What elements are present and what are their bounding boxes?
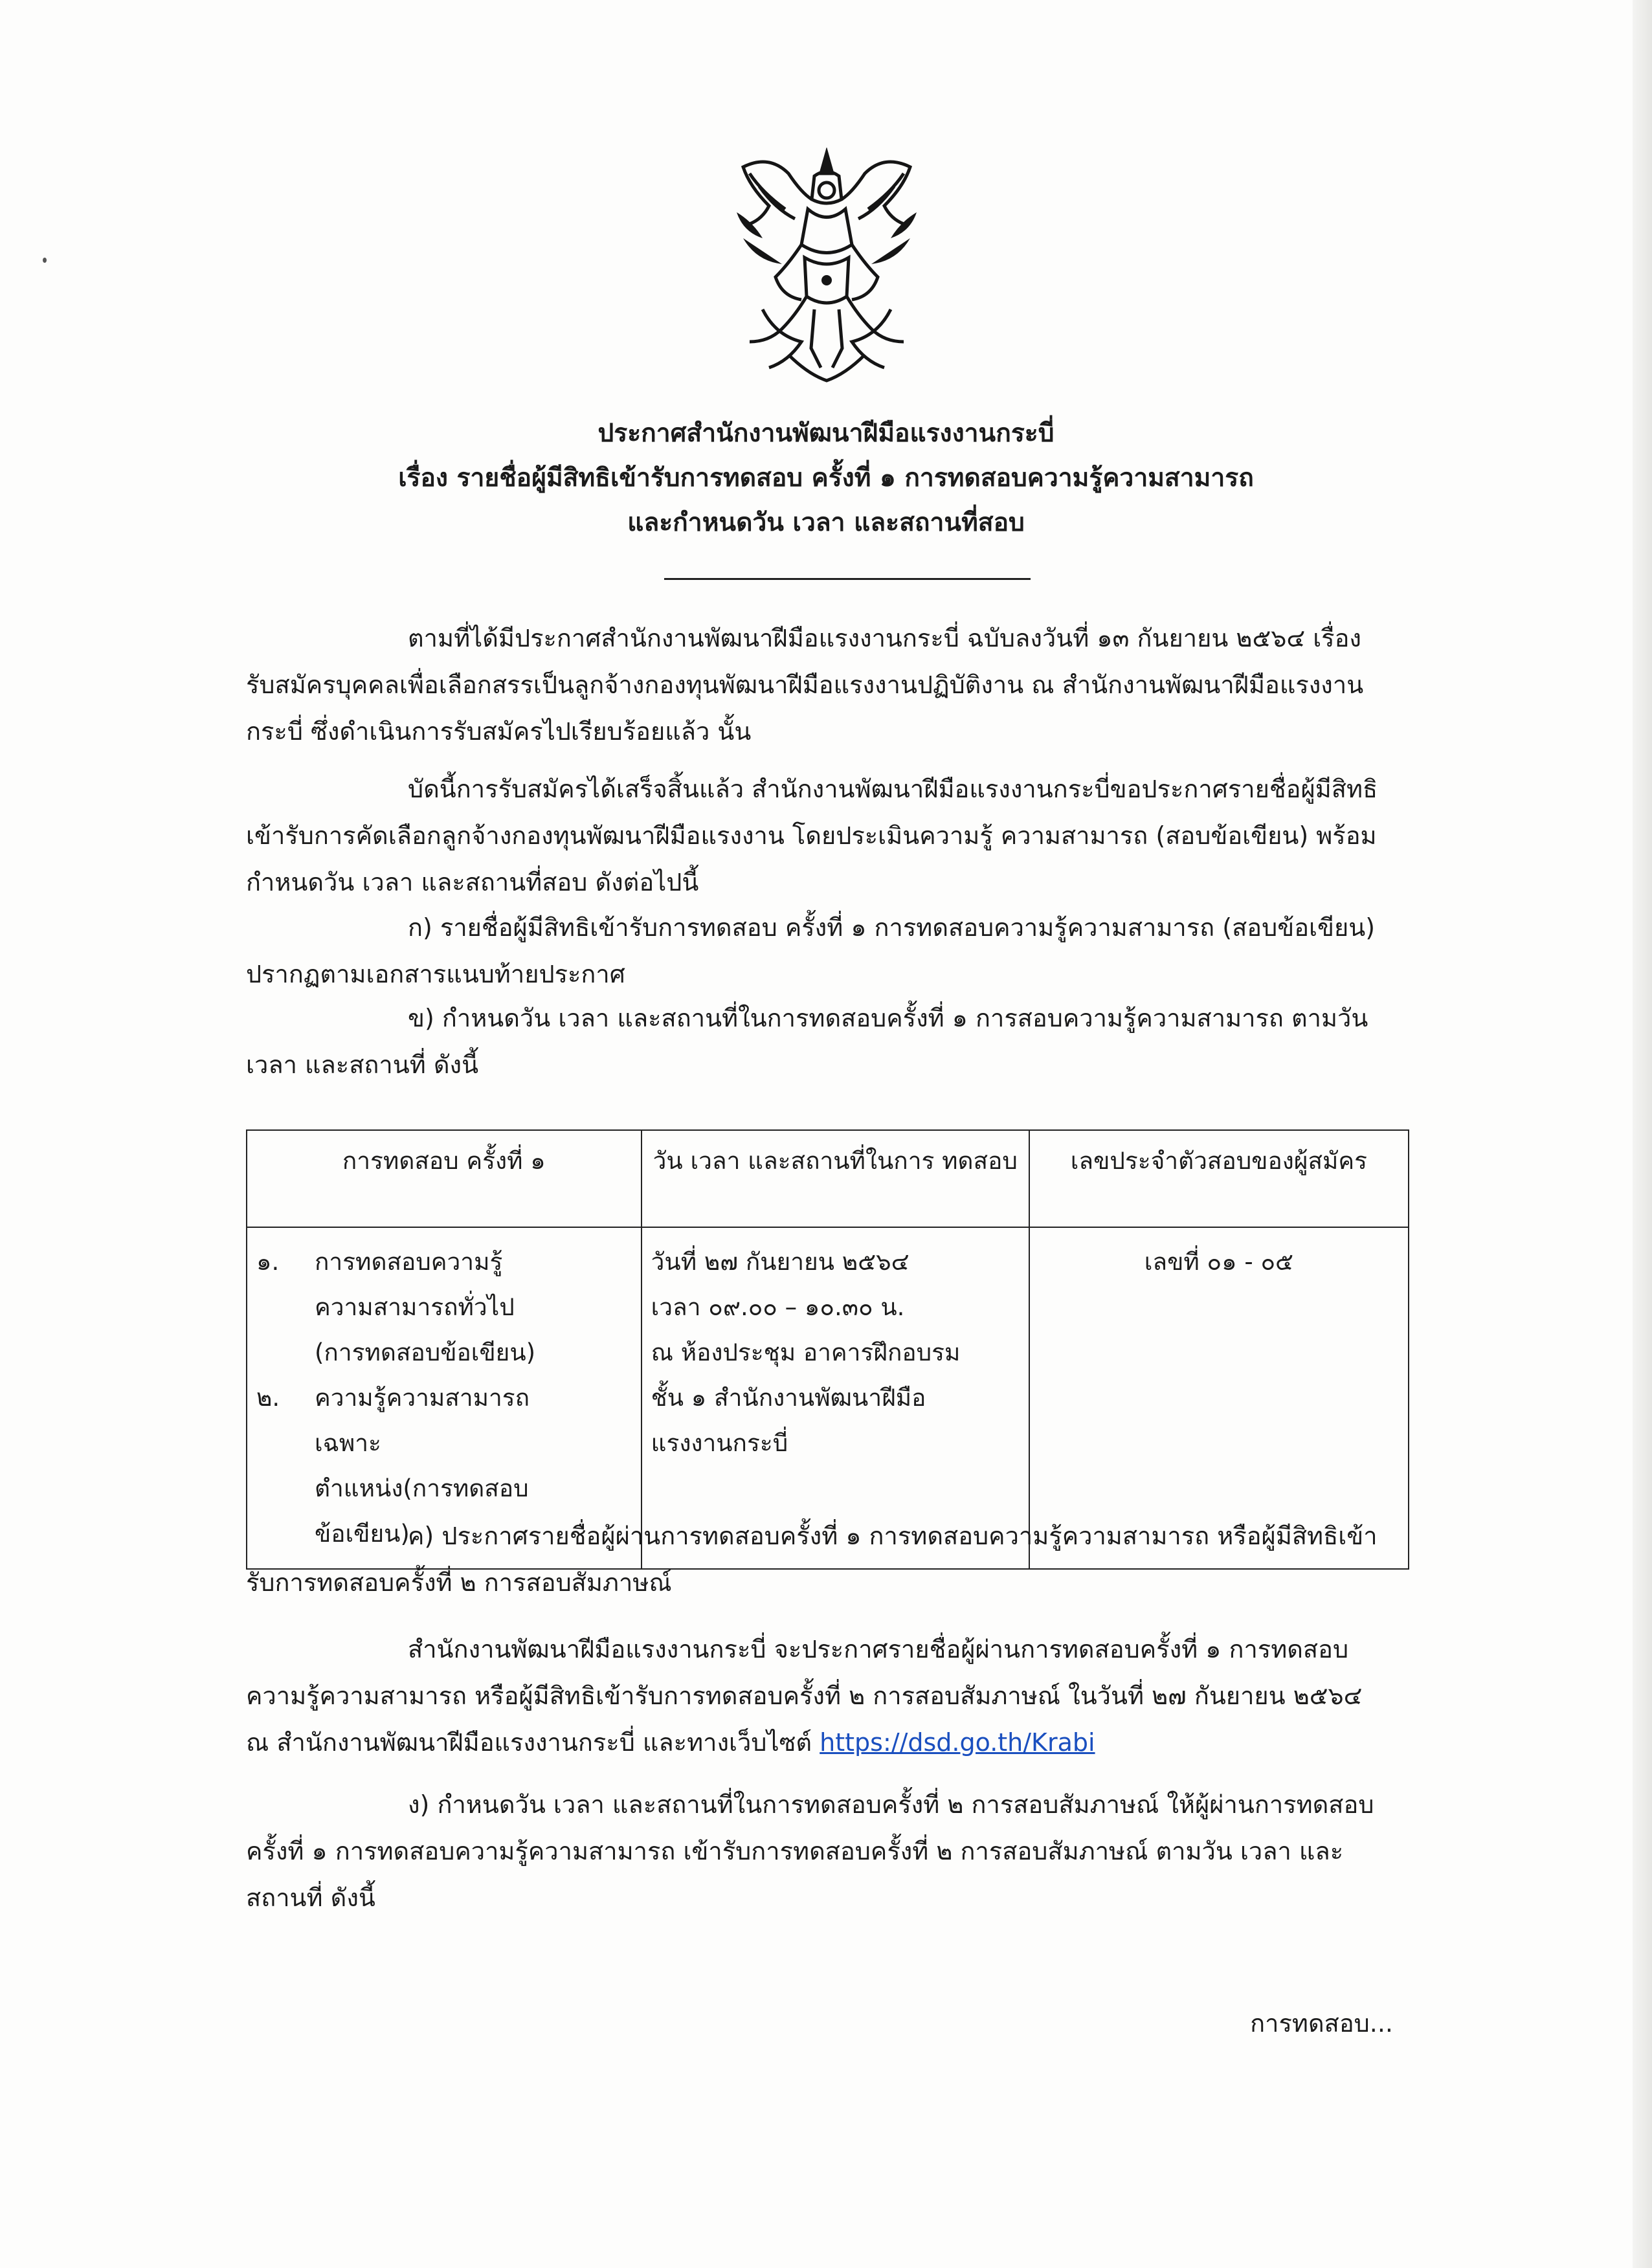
paragraph-line: ค) ประกาศรายชื่อผู้ผ่านการทดสอบครั้งที่ ๑ การทดสอบความรู้ความสามารถ หรือผู้มีสิทธิเข้า [408,1522,1378,1550]
paragraph-line: ตามที่ได้มีประกาศสำนักงานพัฒนาฝีมือแรงงานกระบี่ ฉบับลงวันที่ ๑๓ กันยายน ๒๕๖๔ เรื่อง [408,624,1361,652]
table-header-cell: วัน เวลา และสถานที่ในการ ทดสอบ [642,1130,1029,1227]
announcement-subject: เรื่อง รายชื่อผู้มีสิทธิเข้ารับการทดสอบ ครั้งที่ ๑ การทดสอบความรู้ความสามารถ [398,463,1254,493]
paragraph-line [246,1719,1411,1766]
announcement-title: ประกาศสำนักงานพัฒนาฝีมือแรงงานกระบี่ [597,419,1055,448]
scan-speck [43,258,47,263]
test-item-line: ความรู้ความสามารถเฉพาะ [315,1384,530,1457]
test-item [256,1240,632,1375]
item-a [246,904,1411,997]
test-schedule-table [246,1129,1409,1570]
announcement-subject-line2: และกำหนดวัน เวลา และสถานที่สอบ [627,508,1025,537]
test-item-line: ความสามารถทั่วไป [315,1293,515,1321]
paragraph-line: กระบี่ ซึ่งดำเนินการรับสมัครไปเรียบร้อยแล้ว นั้น [246,717,752,746]
item-c [246,1513,1411,1606]
paragraph-1 [246,615,1411,755]
table-header-cell: เลขประจำตัวสอบของผู้สมัคร [1029,1130,1409,1227]
schedule-line: ณ ห้องประชุม อาคารฝึกอบรม [651,1339,961,1366]
test-item-line: การทดสอบความรู้ [315,1248,503,1276]
paragraph-3 [246,1626,1411,1766]
item-b [246,995,1411,1088]
page-edge-shadow [1633,0,1652,2268]
paragraph-line: ความรู้ความสามารถ หรือผู้มีสิทธิเข้ารับการทดสอบครั้งที่ ๒ การสอบสัมภาษณ์ ในวันที่ ๒๗ กันยายน ๒๕๖๔ [246,1682,1363,1710]
paragraph-line: สถานที่ ดังนี้ [246,1884,375,1912]
schedule-line: วันที่ ๒๗ กันยายน ๒๕๖๔ [651,1248,910,1276]
website-link[interactable]: https://dsd.go.th/Krabi [820,1728,1095,1757]
candidate-number-cell: เลขที่ ๐๑ - ๐๕ [1029,1227,1409,1569]
paragraph-line: กำหนดวัน เวลา และสถานที่สอบ ดังต่อไปนี้ [246,868,699,896]
test-item-line: (การทดสอบข้อเขียน) [315,1339,536,1366]
paragraph-line: รับสมัครบุคคลเพื่อเลือกสรรเป็นลูกจ้างกองทุนพัฒนาฝีมือแรงงานปฏิบัติงาน ณ สำนักงานพัฒนาฝีมือแรงงาน [246,671,1364,699]
test-item-line: ข้อเขียน) [315,1520,410,1548]
paragraph-line: ครั้งที่ ๑ การทดสอบความรู้ความสามารถ เข้ารับการทดสอบครั้งที่ ๒ การสอบสัมภาษณ์ ตามวัน เวลา และ [246,1837,1344,1865]
table-header-row [247,1130,1409,1227]
paragraph-line: ปรากฏตามเอกสารแนบท้ายประกาศ [246,960,625,988]
test-item-line: ตำแหน่ง(การทดสอบ [315,1474,529,1502]
paragraph-line: ง) กำหนดวัน เวลา และสถานที่ในการทดสอบครั้งที่ ๒ การสอบสัมภาษณ์ ให้ผู้ผ่านการทดสอบ [408,1790,1374,1819]
paragraph-2 [246,766,1411,906]
paragraph-line: เวลา และสถานที่ ดังนี้ [246,1051,479,1079]
paragraph-line: ก) รายชื่อผู้มีสิทธิเข้ารับการทดสอบ ครั้งที่ ๑ การทดสอบความรู้ความสามารถ (สอบข้อเขียน) [408,913,1376,942]
paragraph-line: บัดนี้การรับสมัครได้เสร็จสิ้นแล้ว สำนักงานพัฒนาฝีมือแรงงานกระบี่ขอประกาศรายชื่อผู้มีสิทธิ [408,775,1378,803]
continuation-footer: การทดสอบ... [1250,2009,1393,2038]
garuda-emblem-icon [724,148,930,388]
paragraph-text: ณ สำนักงานพัฒนาฝีมือแรงงานกระบี่ และทางเว็บไซต์ [246,1728,812,1757]
test-item-number: ๒. [256,1384,280,1412]
title-underline [664,578,1031,580]
test-item-number: ๑. [256,1248,280,1276]
schedule-line: แรงงานกระบี่ [651,1429,788,1457]
schedule-line: เวลา ๐๙.๐๐ – ๑๐.๓๐ น. [651,1293,905,1321]
paragraph-line: ข) กำหนดวัน เวลา และสถานที่ในการทดสอบครั้งที่ ๑ การสอบความรู้ความสามารถ ตามวัน [408,1004,1368,1032]
table-header-cell: การทดสอบ ครั้งที่ ๑ [247,1130,642,1227]
item-d [246,1781,1411,1921]
paragraph-line: รับการทดสอบครั้งที่ ๒ การสอบสัมภาษณ์ [246,1568,672,1597]
paragraph-line: เข้ารับการคัดเลือกลูกจ้างกองทุนพัฒนาฝีมือแรงงาน โดยประเมินความรู้ ความสามารถ (สอบข้อเขียน) พร้อม [246,821,1377,850]
schedule-line: ชั้น ๑ สำนักงานพัฒนาฝีมือ [651,1384,926,1412]
paragraph-line: สำนักงานพัฒนาฝีมือแรงงานกระบี่ จะประกาศรายชื่อผู้ผ่านการทดสอบครั้งที่ ๑ การทดสอบ [408,1635,1349,1663]
